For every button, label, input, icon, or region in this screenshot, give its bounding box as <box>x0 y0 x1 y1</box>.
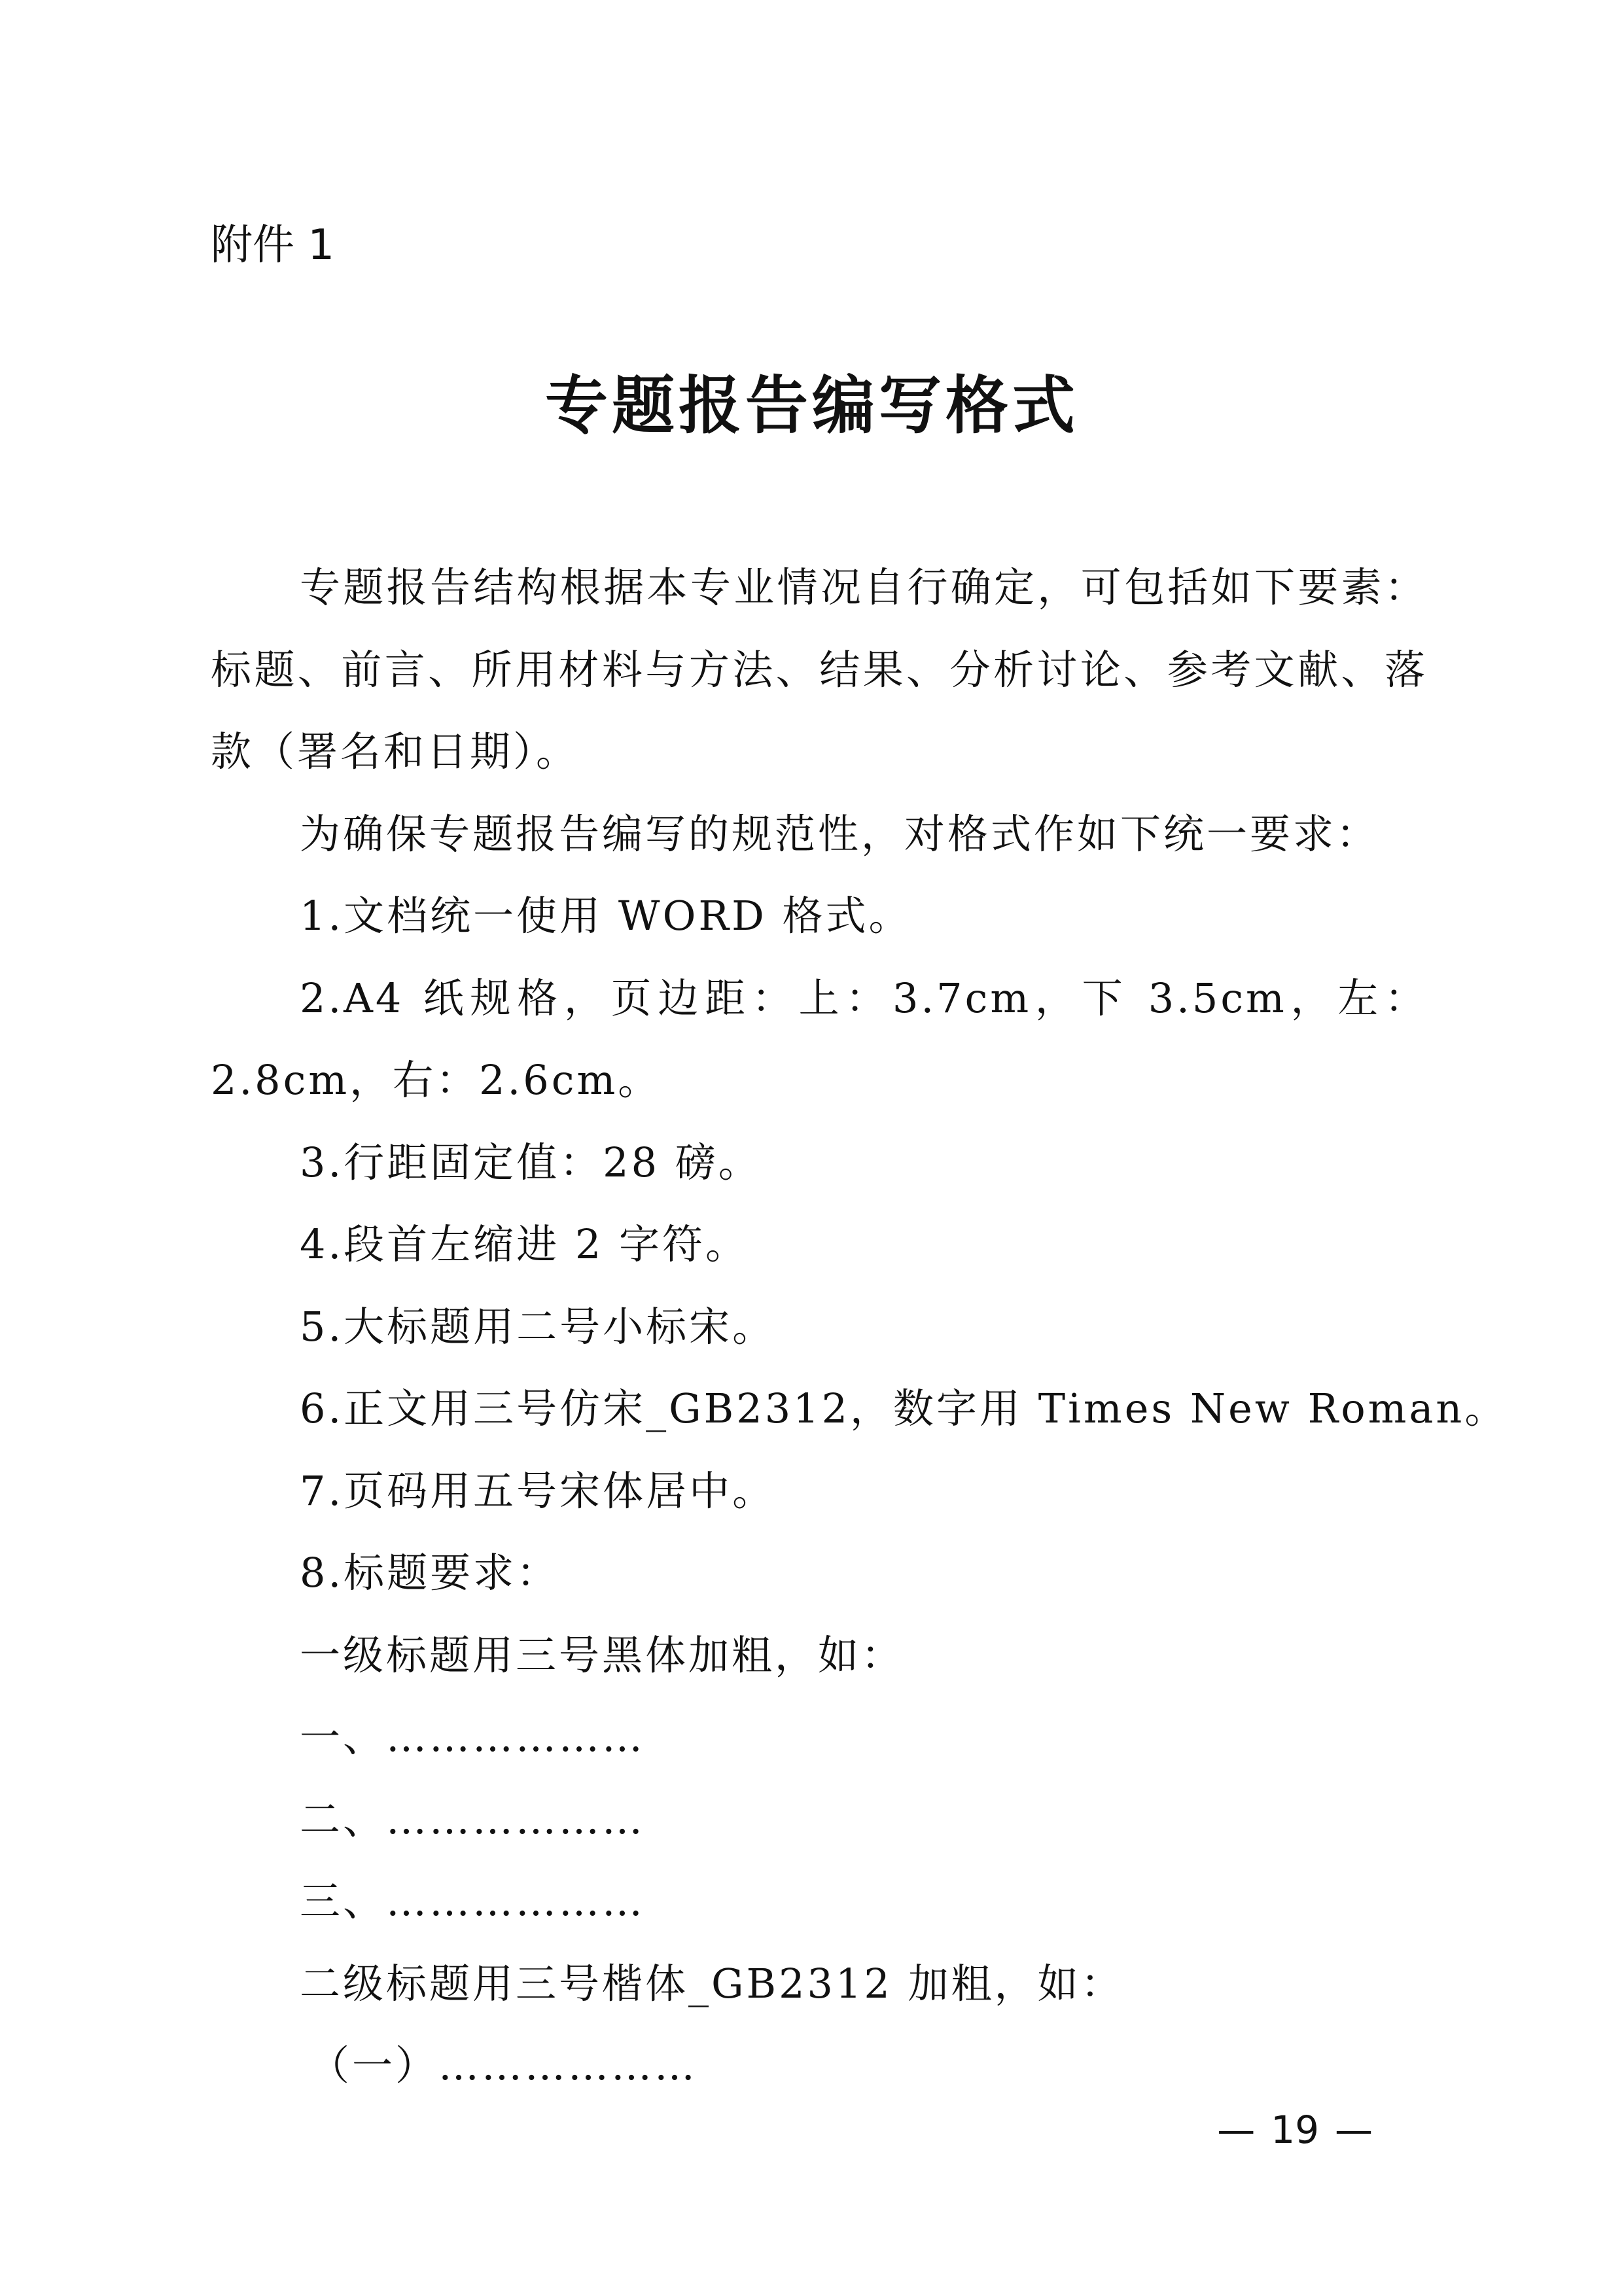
level1-heading-description: 一级标题用三号黑体加粗，如： <box>300 1631 905 1679</box>
requirement-item-1: 1.文档统一使用 WORD 格式。 <box>300 892 912 940</box>
requirement-intro: 为确保专题报告编写的规范性，对格式作如下统一要求： <box>300 809 1380 858</box>
page-title: 专题报告编写格式 <box>545 368 1079 442</box>
requirement-item-4: 4.段首左缩进 2 字符。 <box>300 1220 749 1268</box>
level1-example-3: 三、……………… <box>300 1877 646 1925</box>
page-number <box>1201 2104 1388 2156</box>
level1-example-1: 一、……………… <box>300 1713 646 1761</box>
document-body <box>211 546 1508 2107</box>
requirement-item-6: 6.正文用三号仿宋_GB2312，数字用 Times New Roman。 <box>300 1385 1508 1432</box>
level2-heading-description: 二级标题用三号楷体_GB2312 加粗，如： <box>300 1959 1124 2007</box>
requirement-item-5: 5.大标题用二号小标宋。 <box>300 1302 776 1351</box>
requirement-item-8: 8.标题要求： <box>300 1549 560 1597</box>
page-number-dash-left: — <box>1217 2108 1256 2152</box>
requirement-item-3: 3.行距固定值：28 磅。 <box>300 1138 762 1186</box>
page-number-value: 19 <box>1271 2108 1319 2152</box>
level2-example-1: （一）……………… <box>309 2041 698 2089</box>
attachment-label: 附件 1 <box>211 221 335 270</box>
requirement-item-7: 7.页码用五号宋体居中。 <box>300 1466 776 1515</box>
level1-example-2: 二、……………… <box>300 1795 646 1843</box>
page-number-dash-right: — <box>1335 2108 1373 2152</box>
requirement-item-2: 2.A4 纸规格，页边距：上：3.7cm，下 3.5cm，左：2.8cm，右：2.6cm。 <box>211 974 1428 1104</box>
intro-paragraph: 专题报告结构根据本专业情况自行确定，可包括如下要素：标题、前言、所用材料与方法、结果、分析讨论、参考文献、落款（署名和日期）。 <box>211 563 1428 775</box>
